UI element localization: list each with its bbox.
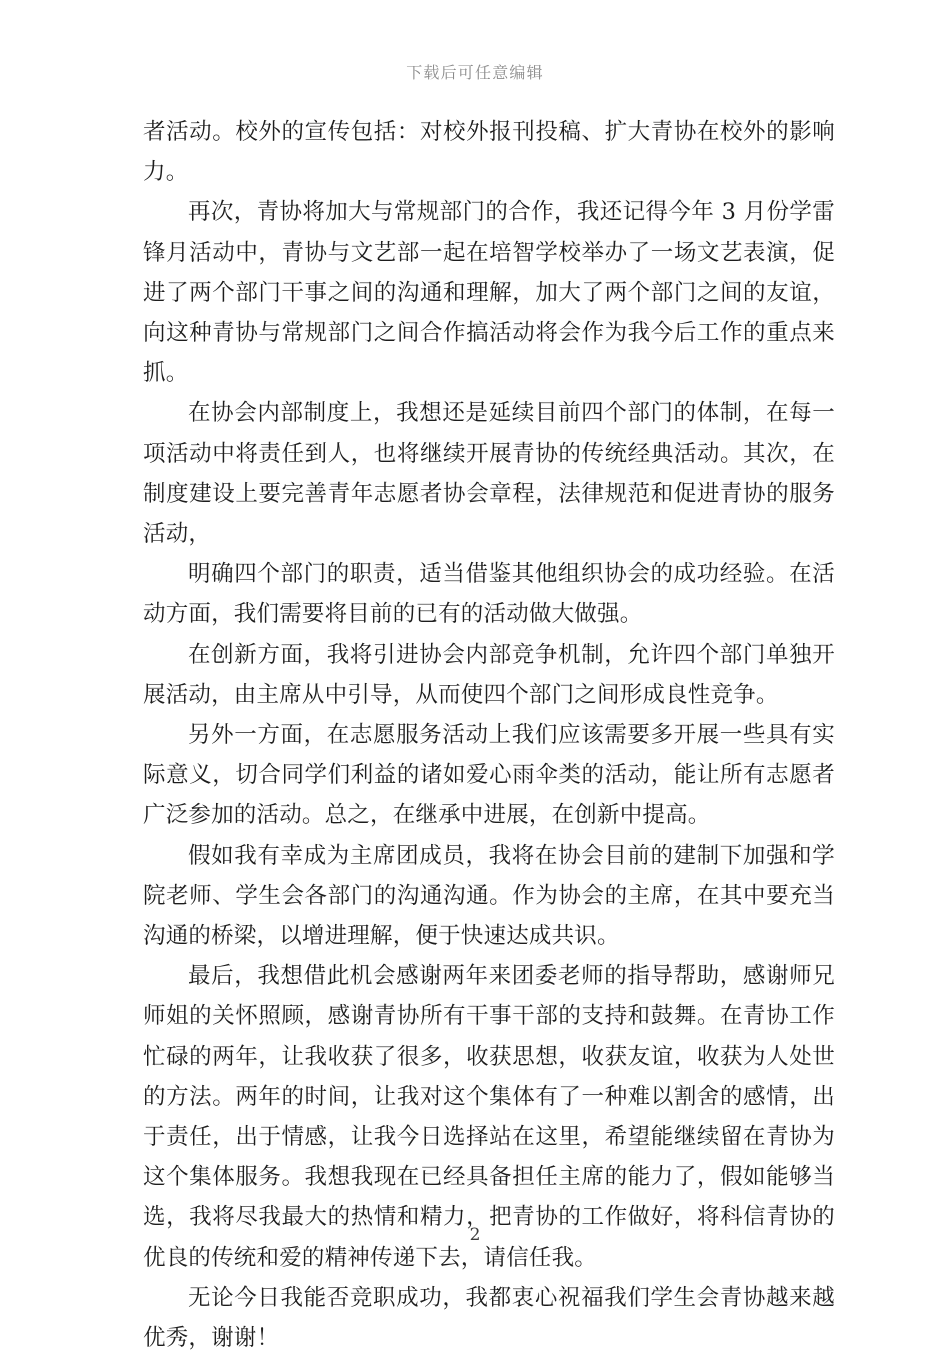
paragraph: 明确四个部门的职责，适当借鉴其他组织协会的成功经验。在活动方面，我们需要将目前的已有的活动做大做强。 — [143, 561, 835, 628]
paragraph: 再次，青协将加大与常规部门的合作，我还记得今年 3 月份学雷锋月活动中，青协与文艺部一起在培智学校举办了一场文艺表演，促进了两个部门干事之间的沟通和理解，加大了两个部门之间的友谊，向这种青协与常规部门之间合作搞活动将会作为我今后工作的重点来抓。 — [143, 199, 835, 387]
document-body — [143, 112, 835, 1358]
paragraph: 在创新方面，我将引进协会内部竞争机制，允许四个部门单独开展活动，由主席从中引导，从而使四个部门之间形成良性竞争。 — [143, 641, 835, 708]
paragraph: 无论今日我能否竞职成功，我都衷心祝福我们学生会青协越来越优秀，谢谢！ — [143, 1284, 835, 1352]
paragraph: 另外一方面，在志愿服务活动上我们应该需要多开展一些具有实际意义，切合同学们利益的诸如爱心雨伞类的活动，能让所有志愿者广泛参加的活动。总之，在继承中进展，在创新中提高。 — [143, 722, 835, 829]
page-header-note: 下载后可任意编辑 — [406, 63, 544, 82]
paragraph: 假如我有幸成为主席团成员，我将在协会目前的建制下加强和学院老师、学生会各部门的沟通沟通。作为协会的主席，在其中要充当沟通的桥梁，以增进理解，便于快速达成共识。 — [143, 842, 835, 950]
paragraph: 在协会内部制度上，我想还是延续目前四个部门的体制，在每一项活动中将责任到人，也将继续开展青协的传统经典活动。其次，在制度建设上要完善青年志愿者协会章程，法律规范和促进青协的服务活动， — [143, 400, 835, 548]
page-number: 2 — [469, 1225, 481, 1245]
paragraph: 最后，我想借此机会感谢两年来团委老师的指导帮助，感谢师兄师姐的关怀照顾，感谢青协所有干事干部的支持和鼓舞。在青协工作忙碌的两年，让我收获了很多，收获思想，收获友谊，收获为人处世的方法。两年的时间，让我对这个集体有了一种难以割舍的感情，出于责任，出于情感，让我今日选择站在这里，希望能继续留在青协为这个集体服务。我想我现在已经具备担任主席的能力了，假如能够当选，我将尽我最大的热情和精力，把青协的工作做好，将科信青协的优良的传统和爱的精神传递下去，请信任我。 — [143, 963, 835, 1271]
paragraph: 者活动。校外的宣传包括：对校外报刊投稿、扩大青协在校外的影响力。 — [143, 119, 835, 186]
